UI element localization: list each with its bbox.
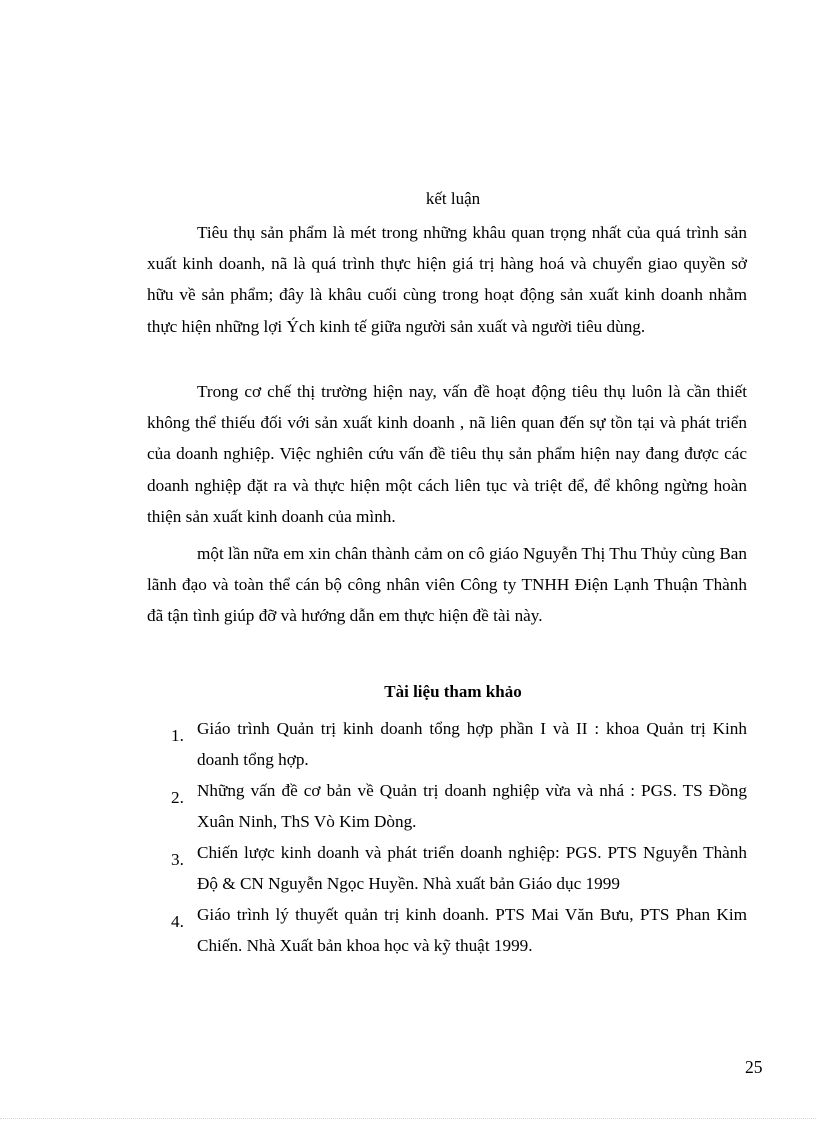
reference-item-3 [147, 837, 747, 899]
reference-number: 2. [171, 788, 184, 807]
conclusion-title: kết luận [425, 189, 481, 208]
reference-item-4 [147, 899, 747, 961]
conclusion-paragraph-2: Trong cơ chế thị trường hiện nay, vấn đề hoạt động tiêu thụ luôn là cần thiết không thể thiếu đối với sản xuất kinh doanh , nã liên quan đến sự tồn tại và phát triển của doanh nghiệp. Việc nghiên cứu vấn đề tiêu thụ sản phẩm hiện nay đang được các doanh nghiệp đặt ra và thực hiện một cách liên tục và triệt để, để không ngừng hoàn thiện sản xuất kinh doanh của mình. [147, 382, 747, 526]
references-title: Tài liệu tham khảo [384, 682, 522, 701]
reference-text: Những vấn đề cơ bản về Quản trị doanh nghiệp vừa và nhá : PGS. TS Đồng Xuân Ninh, ThS Vò Kim Dòng. [197, 781, 747, 831]
reference-text: Giáo trình lý thuyết quản trị kinh doanh. PTS Mai Văn Bưu, PTS Phan Kim Chiến. Nhà Xuất bản khoa học và kỹ thuật 1999. [197, 905, 747, 955]
reference-text: Chiến lược kinh doanh và phát triển doanh nghiệp: PGS. PTS Nguyễn Thành Độ & CN Nguyễn Ngọc Huyền. Nhà xuất bản Giáo dục 1999 [197, 843, 747, 893]
reference-number: 4. [171, 912, 184, 931]
reference-item-2 [147, 775, 747, 837]
reference-item-1 [147, 713, 747, 775]
reference-number: 1. [171, 726, 184, 745]
reference-number: 3. [171, 850, 184, 869]
conclusion-paragraph-1: Tiêu thụ sản phẩm là mét trong những khâu quan trọng nhất của quá trình sản xuất kinh doanh, nã là quá trình thực hiện giá trị hàng hoá và chuyển giao quyền sở hữu về sản phẩm; đây là khâu cuối cùng trong hoạt động sản xuất kinh doanh nhằm thực hiện những lợi Ých kinh tế giữa người sản xuất và người tiêu dùng. [147, 223, 747, 336]
page-bottom-divider [0, 1118, 816, 1119]
references-list [147, 713, 747, 961]
page-number: 25 [745, 1057, 763, 1077]
conclusion-paragraph-3: một lần nữa em xin chân thành cảm on cô giáo Nguyễn Thị Thu Thủy cùng Ban lãnh đạo và toàn thể cán bộ công nhân viên Công ty TNHH Điện Lạnh Thuận Thành đã tận tình giúp đỡ và hướng dẫn em thực hiện đề tài này. [147, 544, 747, 626]
reference-text: Giáo trình Quản trị kinh doanh tổng hợp phần I và II : khoa Quản trị Kinh doanh tổng hợp. [197, 719, 747, 769]
